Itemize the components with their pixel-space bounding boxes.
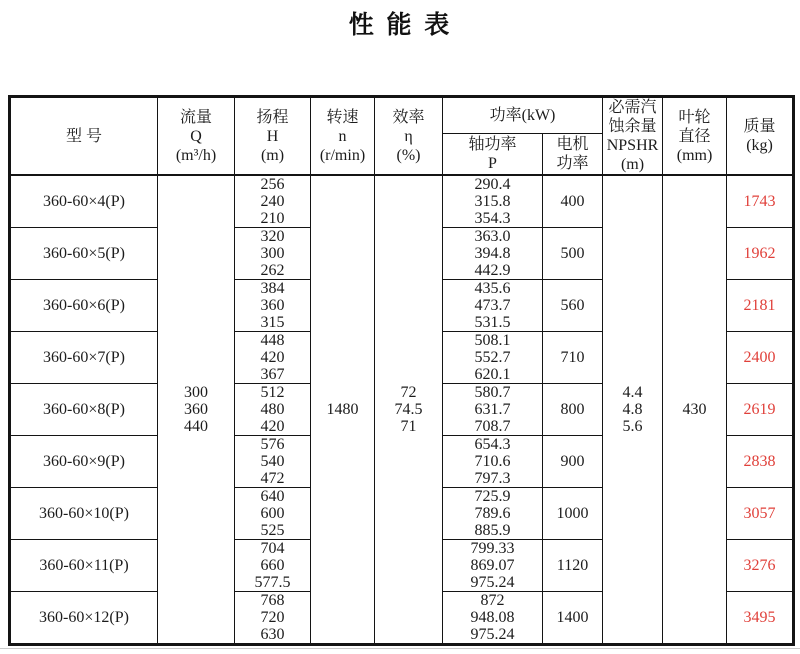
- col-header-impeller: [663, 97, 727, 176]
- head-cell: [235, 592, 311, 645]
- col-header-motor-power-line: 电机: [556, 136, 589, 154]
- head-cell-value: 600: [260, 505, 285, 522]
- col-header-npshr-line: 蚀余量: [608, 118, 657, 135]
- col-header-flow-line: (m³/h): [175, 146, 217, 164]
- head-cell-value: 640: [260, 488, 285, 505]
- shaft-power-cell-value: 473.7: [474, 297, 511, 314]
- page-title: 性 能 表: [348, 10, 452, 39]
- col-header-speed-line: (r/min): [319, 146, 366, 164]
- model-cell-value: 360-60×9(P): [43, 453, 125, 470]
- motor-power-cell-value: 710: [560, 349, 585, 366]
- head-cell-value: 240: [260, 193, 285, 210]
- model-cell: [10, 384, 158, 436]
- col-header-efficiency-line: 效率: [392, 108, 425, 126]
- flow-cell-value: 360: [184, 401, 208, 418]
- mass-cell-value: 2838: [743, 453, 776, 470]
- mass-cell-value: 3495: [743, 609, 776, 626]
- col-header-impeller-line: (mm): [676, 146, 713, 164]
- col-header-motor-power-line: 功率: [556, 155, 589, 173]
- shaft-power-cell: [443, 540, 543, 592]
- mass-cell: [727, 488, 794, 540]
- npshr-cell-value: 4.8: [622, 401, 643, 418]
- motor-power-cell: [543, 592, 603, 645]
- head-cell-value: 576: [260, 436, 285, 453]
- mass-cell: [727, 228, 794, 280]
- head-cell-value: 660: [260, 557, 285, 574]
- shaft-power-cell-value: 580.7: [474, 384, 511, 401]
- impeller-cell-value: 430: [682, 401, 707, 418]
- shaft-power-cell-value: 620.1: [474, 366, 511, 383]
- col-header-efficiency: [375, 97, 443, 176]
- head-cell: [235, 436, 311, 488]
- mass-cell-value: 1743: [743, 193, 776, 210]
- mass-cell-value: 3057: [743, 505, 776, 522]
- page-bottom-rule: [0, 648, 800, 649]
- flow-cell-value: 300: [184, 384, 208, 401]
- head-cell-value: 262: [260, 262, 285, 279]
- efficiency-cell-value: 71: [400, 418, 417, 435]
- model-cell-value: 360-60×6(P): [43, 297, 125, 314]
- mass-cell: [727, 332, 794, 384]
- motor-power-cell: [543, 280, 603, 332]
- shaft-power-cell-value: 975.24: [470, 574, 515, 591]
- model-cell-value: 360-60×11(P): [39, 557, 129, 574]
- head-cell-value: 384: [260, 280, 285, 297]
- head-cell-value: 210: [260, 210, 285, 227]
- motor-power-cell-value: 1000: [556, 505, 589, 522]
- head-cell-value: 525: [260, 522, 285, 539]
- motor-power-cell: [543, 540, 603, 592]
- shaft-power-cell-value: 354.3: [474, 210, 511, 227]
- shaft-power-cell-value: 315.8: [474, 193, 511, 210]
- header-row-1: [10, 97, 794, 134]
- shaft-power-cell-value: 975.24: [470, 626, 515, 643]
- shaft-power-cell-value: 508.1: [474, 332, 511, 349]
- motor-power-cell: [543, 332, 603, 384]
- motor-power-cell-value: 900: [560, 453, 585, 470]
- motor-power-cell-value: 560: [560, 297, 585, 314]
- motor-power-cell: [543, 228, 603, 280]
- col-header-npshr-line: NPSHR: [606, 137, 659, 154]
- motor-power-cell: [543, 175, 603, 228]
- flow-cell-value: 440: [184, 418, 208, 435]
- col-header-speed-line: n: [338, 127, 347, 145]
- col-header-npshr-line: (m): [620, 156, 645, 173]
- efficiency-cell-value: 74.5: [394, 401, 423, 418]
- col-header-npshr: [603, 97, 663, 176]
- mass-cell-value: 2181: [743, 297, 776, 314]
- mass-cell: [727, 436, 794, 488]
- shaft-power-cell-value: 869.07: [470, 557, 515, 574]
- col-header-speed: [311, 97, 375, 176]
- col-header-shaft-power-line: P: [488, 155, 497, 173]
- head-cell-value: 472: [260, 470, 285, 487]
- col-header-flow-line: 流量: [179, 108, 212, 126]
- col-header-flow-line: Q: [190, 127, 202, 145]
- mass-cell-value: 2400: [743, 349, 776, 366]
- head-cell-value: 420: [260, 349, 285, 366]
- head-cell-value: 420: [260, 418, 285, 435]
- col-header-flow: [158, 97, 235, 176]
- shaft-power-cell-value: 789.6: [474, 505, 511, 522]
- motor-power-cell-value: 1120: [556, 557, 589, 574]
- mass-cell: [727, 540, 794, 592]
- motor-power-cell-value: 800: [560, 401, 585, 418]
- mass-cell-value: 2619: [743, 401, 776, 418]
- shaft-power-cell: [443, 436, 543, 488]
- col-header-motor-power: [543, 134, 603, 175]
- shaft-power-cell-value: 531.5: [474, 314, 511, 331]
- head-cell-value: 300: [260, 245, 285, 262]
- speed-cell-value: 1480: [326, 401, 359, 418]
- shaft-power-cell: [443, 280, 543, 332]
- col-header-model-label: 型 号: [65, 127, 102, 145]
- model-cell: [10, 540, 158, 592]
- shaft-power-cell-value: 948.08: [470, 609, 515, 626]
- col-header-power-group: [443, 97, 603, 134]
- model-cell: [10, 488, 158, 540]
- motor-power-cell: [543, 488, 603, 540]
- head-cell-value: 540: [260, 453, 285, 470]
- motor-power-cell-value: 400: [560, 193, 585, 210]
- efficiency-cell: [375, 175, 443, 645]
- col-header-efficiency-line: η: [404, 127, 413, 145]
- col-header-mass-line: 质量: [743, 118, 776, 135]
- shaft-power-cell-value: 797.3: [474, 470, 511, 487]
- head-cell-value: 577.5: [254, 574, 291, 591]
- col-header-shaft-power-line: 轴功率: [468, 136, 517, 154]
- shaft-power-cell-value: 654.3: [474, 436, 511, 453]
- head-cell-value: 320: [260, 228, 285, 245]
- head-cell-value: 630: [260, 626, 285, 643]
- mass-cell-value: 3276: [743, 557, 776, 574]
- shaft-power-cell-value: 552.7: [474, 349, 511, 366]
- col-header-mass: [727, 97, 794, 176]
- head-cell: [235, 228, 311, 280]
- col-header-head-line: (m): [260, 146, 285, 164]
- npshr-cell-value: 5.6: [622, 418, 643, 435]
- head-cell-value: 480: [260, 401, 285, 418]
- shaft-power-cell-value: 708.7: [474, 418, 511, 435]
- model-cell: [10, 436, 158, 488]
- head-cell-value: 720: [260, 609, 285, 626]
- model-cell-value: 360-60×5(P): [43, 245, 125, 262]
- model-cell-value: 360-60×7(P): [43, 349, 125, 366]
- col-header-head: [235, 97, 311, 176]
- shaft-power-cell-value: 290.4: [474, 176, 511, 193]
- shaft-power-cell-value: 885.9: [474, 522, 511, 539]
- model-cell: [10, 175, 158, 228]
- col-header-npshr-line: 必需汽: [608, 99, 657, 116]
- shaft-power-cell: [443, 228, 543, 280]
- shaft-power-cell: [443, 175, 543, 228]
- head-cell-value: 448: [260, 332, 285, 349]
- npshr-cell: [603, 175, 663, 645]
- col-header-head-line: H: [266, 127, 279, 145]
- head-cell-value: 256: [260, 176, 285, 193]
- shaft-power-cell: [443, 592, 543, 645]
- head-cell-value: 768: [260, 592, 285, 609]
- head-cell-value: 360: [260, 297, 285, 314]
- npshr-cell-value: 4.4: [622, 384, 643, 401]
- head-cell-value: 512: [260, 384, 285, 401]
- col-header-impeller-line: 直径: [678, 127, 711, 145]
- col-header-shaft-power: [443, 134, 543, 175]
- mass-cell: [727, 384, 794, 436]
- model-cell: [10, 592, 158, 645]
- head-cell: [235, 175, 311, 228]
- model-cell-value: 360-60×8(P): [43, 401, 125, 418]
- impeller-cell: [663, 175, 727, 645]
- model-cell-value: 360-60×4(P): [43, 193, 125, 210]
- shaft-power-cell: [443, 488, 543, 540]
- head-cell: [235, 384, 311, 436]
- shaft-power-cell-value: 799.33: [470, 540, 515, 557]
- model-cell-value: 360-60×12(P): [39, 609, 129, 626]
- shaft-power-cell-value: 872: [480, 592, 505, 609]
- table-body: [10, 175, 794, 645]
- head-cell: [235, 280, 311, 332]
- motor-power-cell-value: 1400: [556, 609, 589, 626]
- performance-table: [8, 95, 795, 646]
- efficiency-cell-value: 72: [400, 384, 417, 401]
- model-cell-value: 360-60×10(P): [39, 505, 129, 522]
- shaft-power-cell-value: 363.0: [474, 228, 511, 245]
- col-header-mass-line: (kg): [746, 137, 773, 154]
- motor-power-cell-value: 500: [560, 245, 585, 262]
- table-header: [10, 97, 794, 176]
- head-cell-value: 367: [260, 366, 285, 383]
- col-header-speed-line: 转速: [326, 108, 359, 126]
- head-cell: [235, 332, 311, 384]
- model-cell: [10, 280, 158, 332]
- col-header-power-group-label: 功率(kW): [489, 107, 556, 125]
- shaft-power-cell-value: 725.9: [474, 488, 511, 505]
- shaft-power-cell: [443, 384, 543, 436]
- mass-cell-value: 1962: [743, 245, 776, 262]
- shaft-power-cell-value: 710.6: [474, 453, 511, 470]
- col-header-efficiency-line: (%): [396, 146, 421, 164]
- model-cell: [10, 228, 158, 280]
- head-cell: [235, 488, 311, 540]
- flow-cell: [158, 175, 235, 645]
- col-header-head-line: 扬程: [256, 108, 289, 126]
- motor-power-cell: [543, 384, 603, 436]
- shaft-power-cell-value: 631.7: [474, 401, 511, 418]
- motor-power-cell: [543, 436, 603, 488]
- model-cell: [10, 332, 158, 384]
- shaft-power-cell-value: 435.6: [474, 280, 511, 297]
- head-cell: [235, 540, 311, 592]
- shaft-power-cell: [443, 332, 543, 384]
- speed-cell: [311, 175, 375, 645]
- col-header-model: [10, 97, 158, 176]
- mass-cell: [727, 280, 794, 332]
- shaft-power-cell-value: 442.9: [474, 262, 511, 279]
- head-cell-value: 704: [260, 540, 285, 557]
- mass-cell: [727, 592, 794, 645]
- col-header-impeller-line: 叶轮: [678, 108, 711, 126]
- shaft-power-cell-value: 394.8: [474, 245, 511, 262]
- head-cell-value: 315: [260, 314, 285, 331]
- table-row: [10, 175, 794, 228]
- mass-cell: [727, 175, 794, 228]
